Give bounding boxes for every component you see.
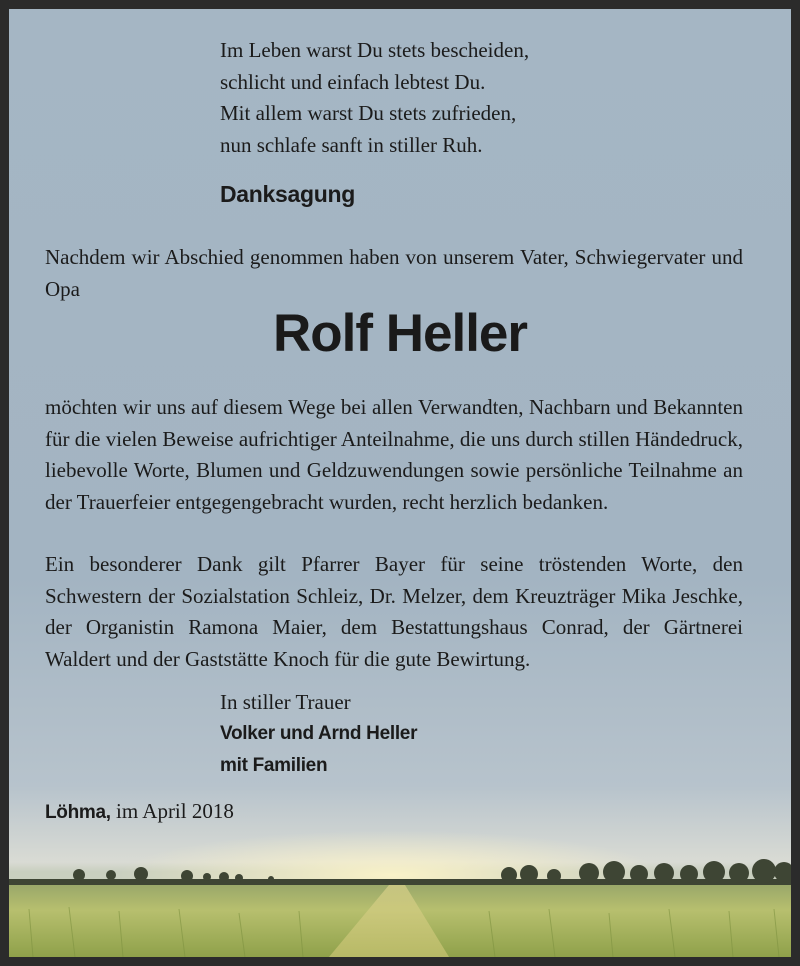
wheat-field-landscape — [9, 829, 791, 957]
poem-line: Mit allem warst Du stets zufrieden, — [220, 101, 517, 125]
poem-line: nun schlafe sanft in stiller Ruh. — [220, 132, 483, 157]
place-name: Löhma, — [45, 802, 111, 823]
poem — [220, 35, 529, 161]
signature-block — [220, 686, 417, 782]
signature-intro: In stiller Trauer — [220, 690, 351, 714]
place-date — [45, 799, 234, 824]
heading-danksagung: Danksagung — [220, 181, 356, 207]
signature-names: Volker und Arnd Heller — [220, 723, 418, 744]
intro-paragraph: Nachdem wir Abschied genommen haben von unserem Vater, Schwiegervater und Opa — [45, 245, 743, 301]
poem-line: Im Leben warst Du stets bescheiden, — [220, 38, 530, 62]
signature-families: mit Familien — [220, 755, 328, 776]
deceased-name: Rolf Heller — [272, 304, 528, 363]
poem-line: schlicht und einfach lebtest Du. — [220, 69, 486, 94]
obituary-card — [9, 9, 791, 957]
special-thanks-paragraph: Ein besonderer Dank gilt Pfarrer Bayer für seine tröstenden Worte, den Schwestern der Sozialstation Schleiz, Dr. Melzer, dem Kreuzträger Mika Jeschke, der Organistin Ramona Maier, dem Bestattungshaus Conrad, der Gärtnerei Waldert und der Gaststätte Knoch für die gute Bewirtung. — [45, 552, 743, 671]
thanks-paragraph: möchten wir uns auf diesem Wege bei allen Verwandten, Nachbarn und Bekannten für die vielen Beweise aufrichtiger Anteilnahme, die uns durch stillen Händedruck, liebevolle Worte, Blumen und Geldzuwendungen sowie persönliche Teilnahme an der Trauerfeier entgegengebracht wurden, recht herzlich bedanken. — [45, 395, 743, 514]
date-text: im April 2018 — [116, 799, 234, 823]
